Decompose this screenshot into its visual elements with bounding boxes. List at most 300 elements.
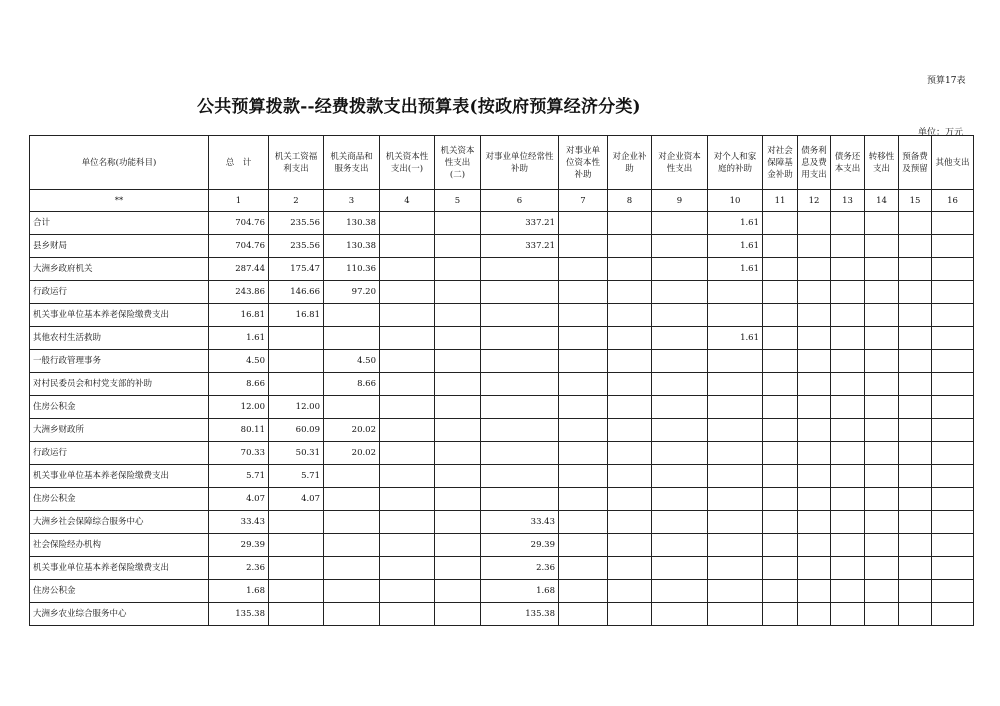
amount-cell <box>865 212 899 235</box>
amount-cell <box>608 258 652 281</box>
amount-cell <box>899 603 932 626</box>
amount-cell <box>559 442 608 465</box>
header-cell: 其他支出 <box>932 136 974 190</box>
amount-cell <box>652 580 708 603</box>
amount-cell <box>435 281 481 304</box>
row-label: 其他农村生活救助 <box>30 327 209 350</box>
row-label: 行政运行 <box>30 281 209 304</box>
amount-cell <box>831 396 865 419</box>
amount-cell: 97.20 <box>324 281 380 304</box>
amount-cell <box>481 419 559 442</box>
amount-cell <box>559 396 608 419</box>
amount-cell <box>932 580 974 603</box>
amount-cell <box>324 580 380 603</box>
amount-cell <box>652 212 708 235</box>
header-cell: 机关资本性支出(一) <box>380 136 435 190</box>
amount-cell <box>708 603 763 626</box>
amount-cell <box>932 396 974 419</box>
amount-cell <box>865 419 899 442</box>
amount-cell <box>269 511 324 534</box>
amount-cell: 704.76 <box>209 235 269 258</box>
row-label: 行政运行 <box>30 442 209 465</box>
amount-cell <box>708 534 763 557</box>
amount-cell <box>798 603 831 626</box>
header-cell: 机关商品和服务支出 <box>324 136 380 190</box>
amount-cell: 235.56 <box>269 212 324 235</box>
amount-cell <box>831 465 865 488</box>
amount-cell <box>865 465 899 488</box>
amount-cell <box>652 488 708 511</box>
header-cell: 债务还本支出 <box>831 136 865 190</box>
amount-cell <box>763 304 798 327</box>
table-row <box>30 327 974 350</box>
amount-cell <box>481 327 559 350</box>
amount-cell <box>763 396 798 419</box>
amount-cell <box>380 212 435 235</box>
amount-cell <box>559 511 608 534</box>
amount-cell <box>708 304 763 327</box>
amount-cell <box>608 603 652 626</box>
amount-cell <box>831 304 865 327</box>
amount-cell <box>559 419 608 442</box>
amount-cell <box>652 603 708 626</box>
column-number: 15 <box>899 190 932 212</box>
amount-cell <box>932 419 974 442</box>
row-label: 合计 <box>30 212 209 235</box>
amount-cell: 8.66 <box>209 373 269 396</box>
table-row <box>30 580 974 603</box>
amount-cell <box>435 212 481 235</box>
amount-cell <box>763 511 798 534</box>
amount-cell <box>865 304 899 327</box>
amount-cell <box>380 488 435 511</box>
amount-cell <box>435 258 481 281</box>
amount-cell <box>899 419 932 442</box>
amount-cell <box>380 304 435 327</box>
amount-cell <box>559 281 608 304</box>
amount-cell <box>652 511 708 534</box>
amount-cell: 1.61 <box>708 258 763 281</box>
header-cell: 单位名称(功能科目) <box>30 136 209 190</box>
amount-cell <box>608 396 652 419</box>
amount-cell <box>435 603 481 626</box>
amount-cell <box>798 396 831 419</box>
table-row <box>30 304 974 327</box>
amount-cell: 4.07 <box>209 488 269 511</box>
amount-cell <box>652 465 708 488</box>
amount-cell <box>865 534 899 557</box>
amount-cell: 1.68 <box>209 580 269 603</box>
amount-cell <box>435 465 481 488</box>
column-number: 7 <box>559 190 608 212</box>
amount-cell <box>608 373 652 396</box>
table-row <box>30 488 974 511</box>
amount-cell <box>831 603 865 626</box>
table-body <box>30 212 974 626</box>
amount-cell <box>831 580 865 603</box>
amount-cell <box>932 488 974 511</box>
amount-cell <box>798 235 831 258</box>
amount-cell: 50.31 <box>269 442 324 465</box>
amount-cell <box>708 557 763 580</box>
amount-cell <box>608 327 652 350</box>
amount-cell <box>865 603 899 626</box>
amount-cell <box>831 557 865 580</box>
amount-cell <box>899 373 932 396</box>
amount-cell <box>798 488 831 511</box>
amount-cell <box>865 442 899 465</box>
table-row <box>30 350 974 373</box>
amount-cell <box>708 350 763 373</box>
amount-cell <box>708 373 763 396</box>
header-cell: 对社会保障基金补助 <box>763 136 798 190</box>
amount-cell <box>932 557 974 580</box>
amount-cell <box>435 511 481 534</box>
row-label: 机关事业单位基本养老保险缴费支出 <box>30 557 209 580</box>
amount-cell <box>763 442 798 465</box>
amount-cell <box>899 281 932 304</box>
amount-cell <box>798 350 831 373</box>
amount-cell: 33.43 <box>481 511 559 534</box>
amount-cell <box>559 488 608 511</box>
amount-cell: 4.07 <box>269 488 324 511</box>
amount-cell <box>831 281 865 304</box>
amount-cell <box>763 465 798 488</box>
amount-cell <box>481 442 559 465</box>
table-row <box>30 557 974 580</box>
amount-cell <box>865 580 899 603</box>
table-row <box>30 465 974 488</box>
amount-cell <box>865 557 899 580</box>
amount-cell <box>831 327 865 350</box>
amount-cell <box>763 419 798 442</box>
amount-cell <box>324 534 380 557</box>
amount-cell <box>652 235 708 258</box>
amount-cell <box>652 304 708 327</box>
amount-cell <box>831 442 865 465</box>
amount-cell: 135.38 <box>481 603 559 626</box>
column-number: 16 <box>932 190 974 212</box>
amount-cell: 4.50 <box>209 350 269 373</box>
header-cell: 对企业资本性支出 <box>652 136 708 190</box>
amount-cell <box>608 442 652 465</box>
amount-cell <box>380 235 435 258</box>
amount-cell <box>899 235 932 258</box>
row-label: 机关事业单位基本养老保险缴费支出 <box>30 304 209 327</box>
amount-cell <box>608 488 652 511</box>
amount-cell <box>798 304 831 327</box>
amount-cell <box>481 258 559 281</box>
amount-cell: 146.66 <box>269 281 324 304</box>
amount-cell <box>865 258 899 281</box>
amount-cell <box>932 534 974 557</box>
amount-cell <box>324 396 380 419</box>
amount-cell <box>435 373 481 396</box>
amount-cell <box>435 442 481 465</box>
amount-cell <box>269 580 324 603</box>
amount-cell <box>708 281 763 304</box>
column-number: 14 <box>865 190 899 212</box>
amount-cell <box>608 350 652 373</box>
amount-cell <box>380 580 435 603</box>
amount-cell: 1.68 <box>481 580 559 603</box>
amount-cell <box>798 373 831 396</box>
amount-cell <box>608 511 652 534</box>
amount-cell <box>899 534 932 557</box>
table-row <box>30 442 974 465</box>
row-label: 住房公积金 <box>30 396 209 419</box>
row-label: 机关事业单位基本养老保险缴费支出 <box>30 465 209 488</box>
amount-cell <box>380 350 435 373</box>
amount-cell <box>608 465 652 488</box>
amount-cell <box>865 235 899 258</box>
amount-cell: 8.66 <box>324 373 380 396</box>
amount-cell: 80.11 <box>209 419 269 442</box>
amount-cell <box>481 396 559 419</box>
amount-cell <box>865 511 899 534</box>
header-cell: 对个人和家庭的补助 <box>708 136 763 190</box>
amount-cell <box>831 258 865 281</box>
amount-cell: 20.02 <box>324 442 380 465</box>
unit-label: 单位：万元 <box>918 128 964 138</box>
amount-cell <box>324 465 380 488</box>
amount-cell <box>324 327 380 350</box>
row-label: 县乡财局 <box>30 235 209 258</box>
amount-cell <box>831 212 865 235</box>
amount-cell <box>798 419 831 442</box>
amount-cell <box>269 603 324 626</box>
amount-cell <box>380 442 435 465</box>
row-label: 大洲乡农业综合服务中心 <box>30 603 209 626</box>
amount-cell <box>708 488 763 511</box>
amount-cell <box>763 488 798 511</box>
amount-cell <box>435 580 481 603</box>
row-label: 社会保险经办机构 <box>30 534 209 557</box>
amount-cell <box>798 465 831 488</box>
budget-table <box>29 135 974 626</box>
amount-cell <box>559 327 608 350</box>
amount-cell <box>899 442 932 465</box>
row-label: 大洲乡社会保障综合服务中心 <box>30 511 209 534</box>
amount-cell <box>708 396 763 419</box>
amount-cell: 110.36 <box>324 258 380 281</box>
amount-cell: 2.36 <box>209 557 269 580</box>
column-number: 13 <box>831 190 865 212</box>
amount-cell <box>932 327 974 350</box>
amount-cell <box>932 350 974 373</box>
amount-cell <box>324 557 380 580</box>
amount-cell: 5.71 <box>209 465 269 488</box>
amount-cell <box>763 580 798 603</box>
amount-cell <box>269 534 324 557</box>
table-row <box>30 603 974 626</box>
amount-cell <box>435 304 481 327</box>
amount-cell <box>269 327 324 350</box>
amount-cell <box>380 603 435 626</box>
amount-cell <box>559 465 608 488</box>
row-label: 大洲乡财政所 <box>30 419 209 442</box>
table-row <box>30 212 974 235</box>
amount-cell <box>798 557 831 580</box>
table-row <box>30 419 974 442</box>
table-row <box>30 534 974 557</box>
amount-cell <box>380 511 435 534</box>
amount-cell <box>652 557 708 580</box>
amount-cell <box>932 281 974 304</box>
amount-cell: 70.33 <box>209 442 269 465</box>
amount-cell <box>831 419 865 442</box>
amount-cell <box>559 235 608 258</box>
amount-cell <box>652 419 708 442</box>
amount-cell <box>899 212 932 235</box>
amount-cell <box>380 373 435 396</box>
amount-cell <box>380 557 435 580</box>
amount-cell: 337.21 <box>481 235 559 258</box>
amount-cell <box>798 281 831 304</box>
amount-cell: 135.38 <box>209 603 269 626</box>
amount-cell: 5.71 <box>269 465 324 488</box>
amount-cell <box>763 534 798 557</box>
amount-cell <box>932 465 974 488</box>
table-row <box>30 373 974 396</box>
amount-cell <box>652 281 708 304</box>
amount-cell <box>798 442 831 465</box>
amount-cell <box>763 373 798 396</box>
amount-cell <box>608 212 652 235</box>
amount-cell <box>324 603 380 626</box>
amount-cell <box>899 465 932 488</box>
amount-cell <box>652 327 708 350</box>
amount-cell <box>435 557 481 580</box>
column-number: 9 <box>652 190 708 212</box>
amount-cell <box>831 373 865 396</box>
amount-cell <box>481 465 559 488</box>
column-number: 6 <box>481 190 559 212</box>
amount-cell: 1.61 <box>708 327 763 350</box>
amount-cell <box>608 580 652 603</box>
amount-cell <box>380 258 435 281</box>
amount-cell <box>324 304 380 327</box>
column-number: 4 <box>380 190 435 212</box>
amount-cell <box>899 557 932 580</box>
column-number: 1 <box>209 190 269 212</box>
amount-cell <box>380 396 435 419</box>
amount-cell <box>932 442 974 465</box>
amount-cell <box>608 304 652 327</box>
amount-cell <box>932 258 974 281</box>
amount-cell <box>380 419 435 442</box>
amount-cell <box>831 511 865 534</box>
amount-cell: 29.39 <box>481 534 559 557</box>
amount-cell <box>559 557 608 580</box>
amount-cell <box>932 212 974 235</box>
amount-cell <box>481 488 559 511</box>
amount-cell <box>559 603 608 626</box>
amount-cell <box>899 396 932 419</box>
amount-cell <box>865 350 899 373</box>
amount-cell: 175.47 <box>269 258 324 281</box>
header-cell: 总 计 <box>209 136 269 190</box>
amount-cell: 1.61 <box>708 235 763 258</box>
amount-cell <box>798 511 831 534</box>
amount-cell <box>608 534 652 557</box>
column-number-row <box>30 190 974 212</box>
amount-cell: 16.81 <box>209 304 269 327</box>
amount-cell <box>559 580 608 603</box>
amount-cell <box>763 281 798 304</box>
table-row <box>30 396 974 419</box>
header-cell: 债务利息及费用支出 <box>798 136 831 190</box>
row-label: 对村民委员会和村党支部的补助 <box>30 373 209 396</box>
row-label: 一般行政管理事务 <box>30 350 209 373</box>
column-number: ** <box>30 190 209 212</box>
column-number: 3 <box>324 190 380 212</box>
amount-cell <box>932 304 974 327</box>
amount-cell <box>435 235 481 258</box>
amount-cell <box>932 235 974 258</box>
amount-cell <box>380 327 435 350</box>
amount-cell: 33.43 <box>209 511 269 534</box>
amount-cell <box>435 419 481 442</box>
amount-cell <box>559 304 608 327</box>
amount-cell <box>435 488 481 511</box>
amount-cell <box>865 396 899 419</box>
amount-cell: 1.61 <box>708 212 763 235</box>
amount-cell <box>481 373 559 396</box>
amount-cell <box>831 488 865 511</box>
amount-cell <box>652 396 708 419</box>
table-row <box>30 235 974 258</box>
amount-cell <box>763 235 798 258</box>
amount-cell <box>831 534 865 557</box>
row-label: 大洲乡政府机关 <box>30 258 209 281</box>
amount-cell: 2.36 <box>481 557 559 580</box>
column-number: 5 <box>435 190 481 212</box>
amount-cell <box>608 557 652 580</box>
amount-cell <box>652 258 708 281</box>
amount-cell <box>380 534 435 557</box>
amount-cell <box>708 465 763 488</box>
column-number: 11 <box>763 190 798 212</box>
amount-cell: 12.00 <box>269 396 324 419</box>
amount-cell <box>269 557 324 580</box>
amount-cell <box>831 350 865 373</box>
amount-cell <box>763 603 798 626</box>
amount-cell <box>798 212 831 235</box>
amount-cell <box>899 488 932 511</box>
row-label: 住房公积金 <box>30 488 209 511</box>
amount-cell <box>435 396 481 419</box>
column-number: 8 <box>608 190 652 212</box>
header-row <box>30 136 974 190</box>
amount-cell <box>932 373 974 396</box>
amount-cell <box>932 511 974 534</box>
amount-cell <box>652 373 708 396</box>
amount-cell <box>435 534 481 557</box>
header-cell: 预备费及预留 <box>899 136 932 190</box>
amount-cell <box>324 511 380 534</box>
amount-cell <box>899 511 932 534</box>
amount-cell <box>708 442 763 465</box>
amount-cell <box>865 373 899 396</box>
header-cell: 机关工资福利支出 <box>269 136 324 190</box>
column-number: 12 <box>798 190 831 212</box>
amount-cell: 704.76 <box>209 212 269 235</box>
amount-cell: 337.21 <box>481 212 559 235</box>
amount-cell: 16.81 <box>269 304 324 327</box>
amount-cell <box>763 557 798 580</box>
amount-cell <box>652 534 708 557</box>
